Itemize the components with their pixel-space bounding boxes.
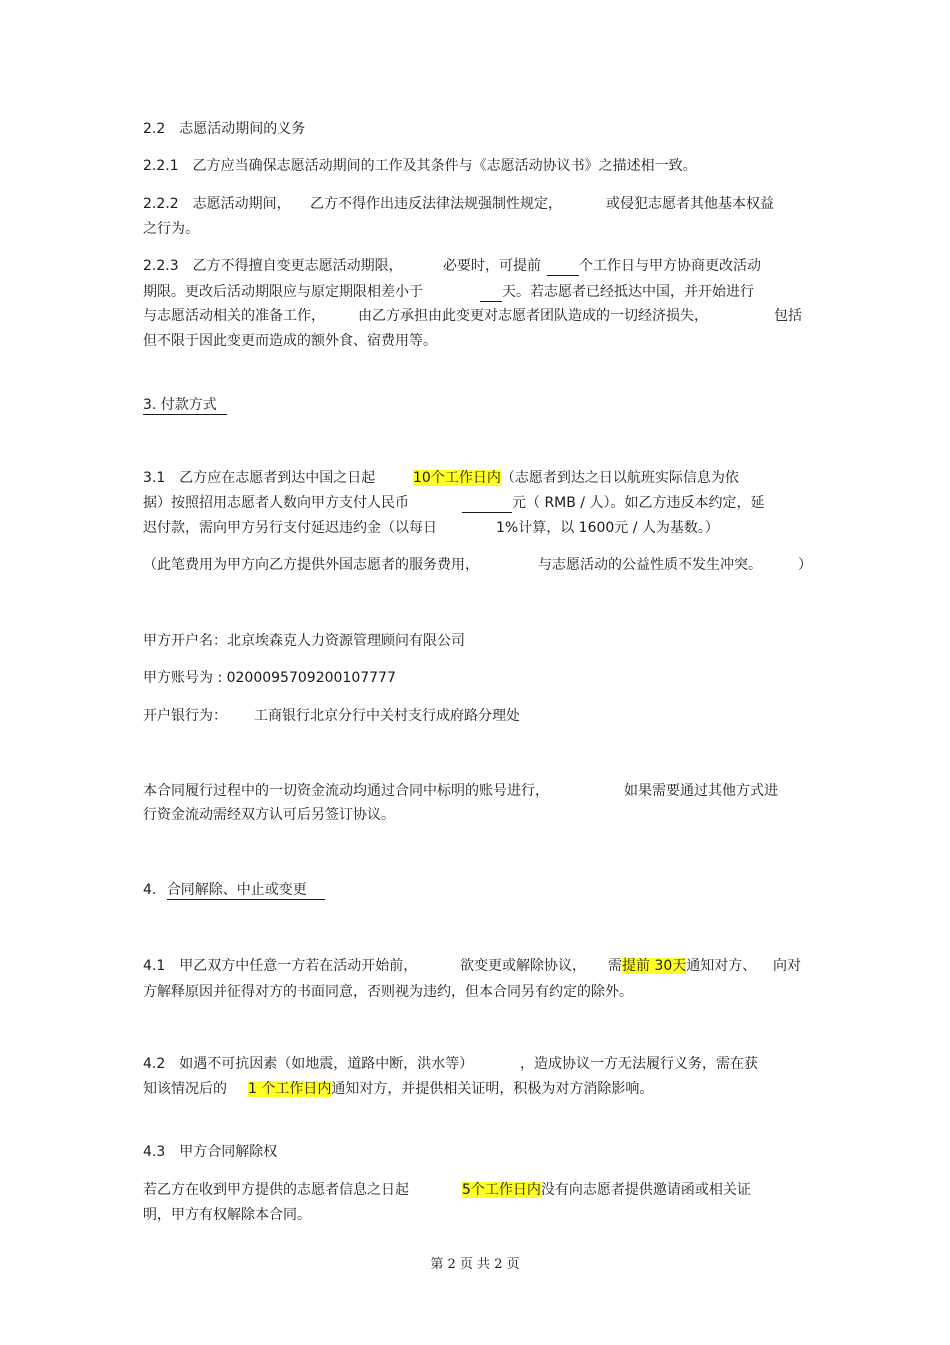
highlight-30-days: 提前 30天 (622, 958, 687, 974)
clause-4-3-part-a: 若乙方在收到甲方提供的志愿者信息之日起 (143, 1182, 409, 1198)
clause-3-1-part-e: 迟付款，需向甲方另行支付延迟违约金（以每日 (143, 520, 437, 536)
clause-4-1-line1 (608, 957, 756, 975)
section-heading-4-wrap (143, 881, 325, 900)
fund-flow-part-a: 本合同履行过程中的一切资金流动均通过合同中标明的账号进行， (143, 783, 549, 799)
clause-3-1-part-f: 1%计算，以 1600元 / 人为基数。） (496, 520, 719, 536)
clause-4-2-part-d: 通知对方，并提供相关证明，积极为对方消除影响。 (331, 1081, 654, 1097)
clause-4-2-line2 (248, 1080, 653, 1098)
blank-days-advance (547, 257, 579, 276)
clause-2-2-1: 2.2.1 乙方应当确保志愿活动期间的工作及其条件与《志愿活动协议书》之描述相一致。 (143, 158, 697, 174)
section-heading-4: 合同解除、中止或变更 (167, 881, 325, 900)
clause-2-2-2-part-b: 乙方不得作出违反法律法规强制性规定， (310, 196, 562, 212)
clause-2-2-3-line1 (443, 257, 761, 276)
clause-4-1-part-e: 向对 (773, 958, 801, 974)
clause-3-1-part-c: 据）按照招用志愿者人数向甲方支付人民币 (143, 495, 409, 511)
clause-3-1-line2 (462, 494, 764, 513)
clause-2-2-3-part-f: 与志愿活动相关的准备工作， (143, 308, 325, 324)
section-heading-3: 3. 付款方式 (143, 396, 227, 415)
clause-4-3-line1 (462, 1181, 751, 1199)
clause-2-2-3-part-e: 天。若志愿者已经抵达中国，并开始进行 (502, 284, 754, 300)
clause-2-2-2-part-c: 或侵犯志愿者其他基本权益 (606, 196, 774, 212)
blank-days-diff (480, 283, 502, 302)
clause-2-2-3-part-c: 个工作日与甲方协商更改活动 (579, 258, 761, 274)
clause-4-2-part-b: ，造成协议一方无法履行义务，需在获 (520, 1056, 758, 1072)
bank-label: 开户银行为： (143, 708, 227, 724)
clause-2-2-3-part-a: 2.2.3 乙方不得擅自变更志愿活动期限， (143, 258, 403, 274)
clause-2-2-2-part-a: 2.2.2 志愿活动期间， (143, 196, 291, 212)
clause-4-3-heading: 4.3 甲方合同解除权 (143, 1144, 278, 1160)
clause-2-2-3-part-i: 但不限于因此变更而造成的额外食、宿费用等。 (143, 333, 437, 349)
account-number: 甲方账号为 : 0200095709200107777 (143, 670, 396, 686)
service-note-part-b: 与志愿活动的公益性质不发生冲突。 (538, 557, 762, 573)
bank-name: 工商银行北京分行中关村支行成府路分理处 (254, 708, 520, 724)
highlight-10-workdays: 10个工作日内 (413, 470, 501, 486)
clause-2-2-3-line2 (480, 283, 754, 302)
account-name: 甲方开户名：北京埃森克人力资源管理顾问有限公司 (143, 633, 465, 649)
clause-3-1-line1 (413, 469, 739, 487)
clause-4-3-part-c: 明，甲方有权解除本合同。 (143, 1207, 311, 1223)
clause-2-2-2-part-d: 之行为。 (143, 221, 199, 237)
clause-4-1-part-b: 欲变更或解除协议， (460, 958, 586, 974)
clause-3-1-part-d: 元（ RMB / 人）。如乙方违反本约定，延 (512, 495, 765, 511)
clause-2-2-3-part-g: 由乙方承担由此变更对志愿者团队造成的一切经济损失， (358, 308, 708, 324)
clause-4-1-part-a: 4.1 甲乙双方中任意一方若在活动开始前， (143, 958, 418, 974)
clause-3-1-part-b: （志愿者到达之日以航班实际信息为依 (500, 470, 739, 486)
section-heading-2-2: 2.2 志愿活动期间的义务 (143, 121, 306, 137)
clause-2-2-3-part-b: 必要时，可提前 (443, 258, 541, 274)
clause-3-1-part-a: 3.1 乙方应在志愿者到达中国之日起 (143, 470, 376, 486)
clause-4-2-part-c: 知该情况后的 (143, 1081, 227, 1097)
section-heading-4-number: 4. (143, 882, 157, 898)
clause-2-2-3-part-d: 期限。更改后活动期限应与原定期限相差小于 (143, 284, 423, 300)
clause-4-1-part-c: 需 (608, 958, 622, 974)
page-footer: 第 2 页 共 2 页 (430, 1257, 520, 1272)
clause-2-2-3-part-h: 包括 (774, 308, 802, 324)
blank-amount (462, 494, 512, 513)
service-note-part-a: （此笔费用为甲方向乙方提供外国志愿者的服务费用， (143, 557, 479, 573)
highlight-1-workday: 1 个工作日内 (248, 1081, 332, 1097)
highlight-5-workdays: 5个工作日内 (462, 1182, 541, 1198)
clause-4-2-part-a: 4.2 如遇不可抗因素（如地震，道路中断，洪水等） (143, 1056, 474, 1072)
fund-flow-part-b: 如果需要通过其他方式进 (624, 783, 778, 799)
fund-flow-part-c: 行资金流动需经双方认可后另签订协议。 (143, 807, 395, 823)
clause-4-1-part-d: 通知对方、 (686, 958, 757, 974)
service-note-part-c: ） (798, 557, 812, 573)
section-heading-3-wrap (143, 396, 227, 415)
clause-4-1-part-f: 方解释原因并征得对方的书面同意，否则视为违约，但本合同另有约定的除外。 (143, 984, 633, 1000)
clause-4-3-part-b: 没有向志愿者提供邀请函或相关证 (540, 1182, 751, 1198)
